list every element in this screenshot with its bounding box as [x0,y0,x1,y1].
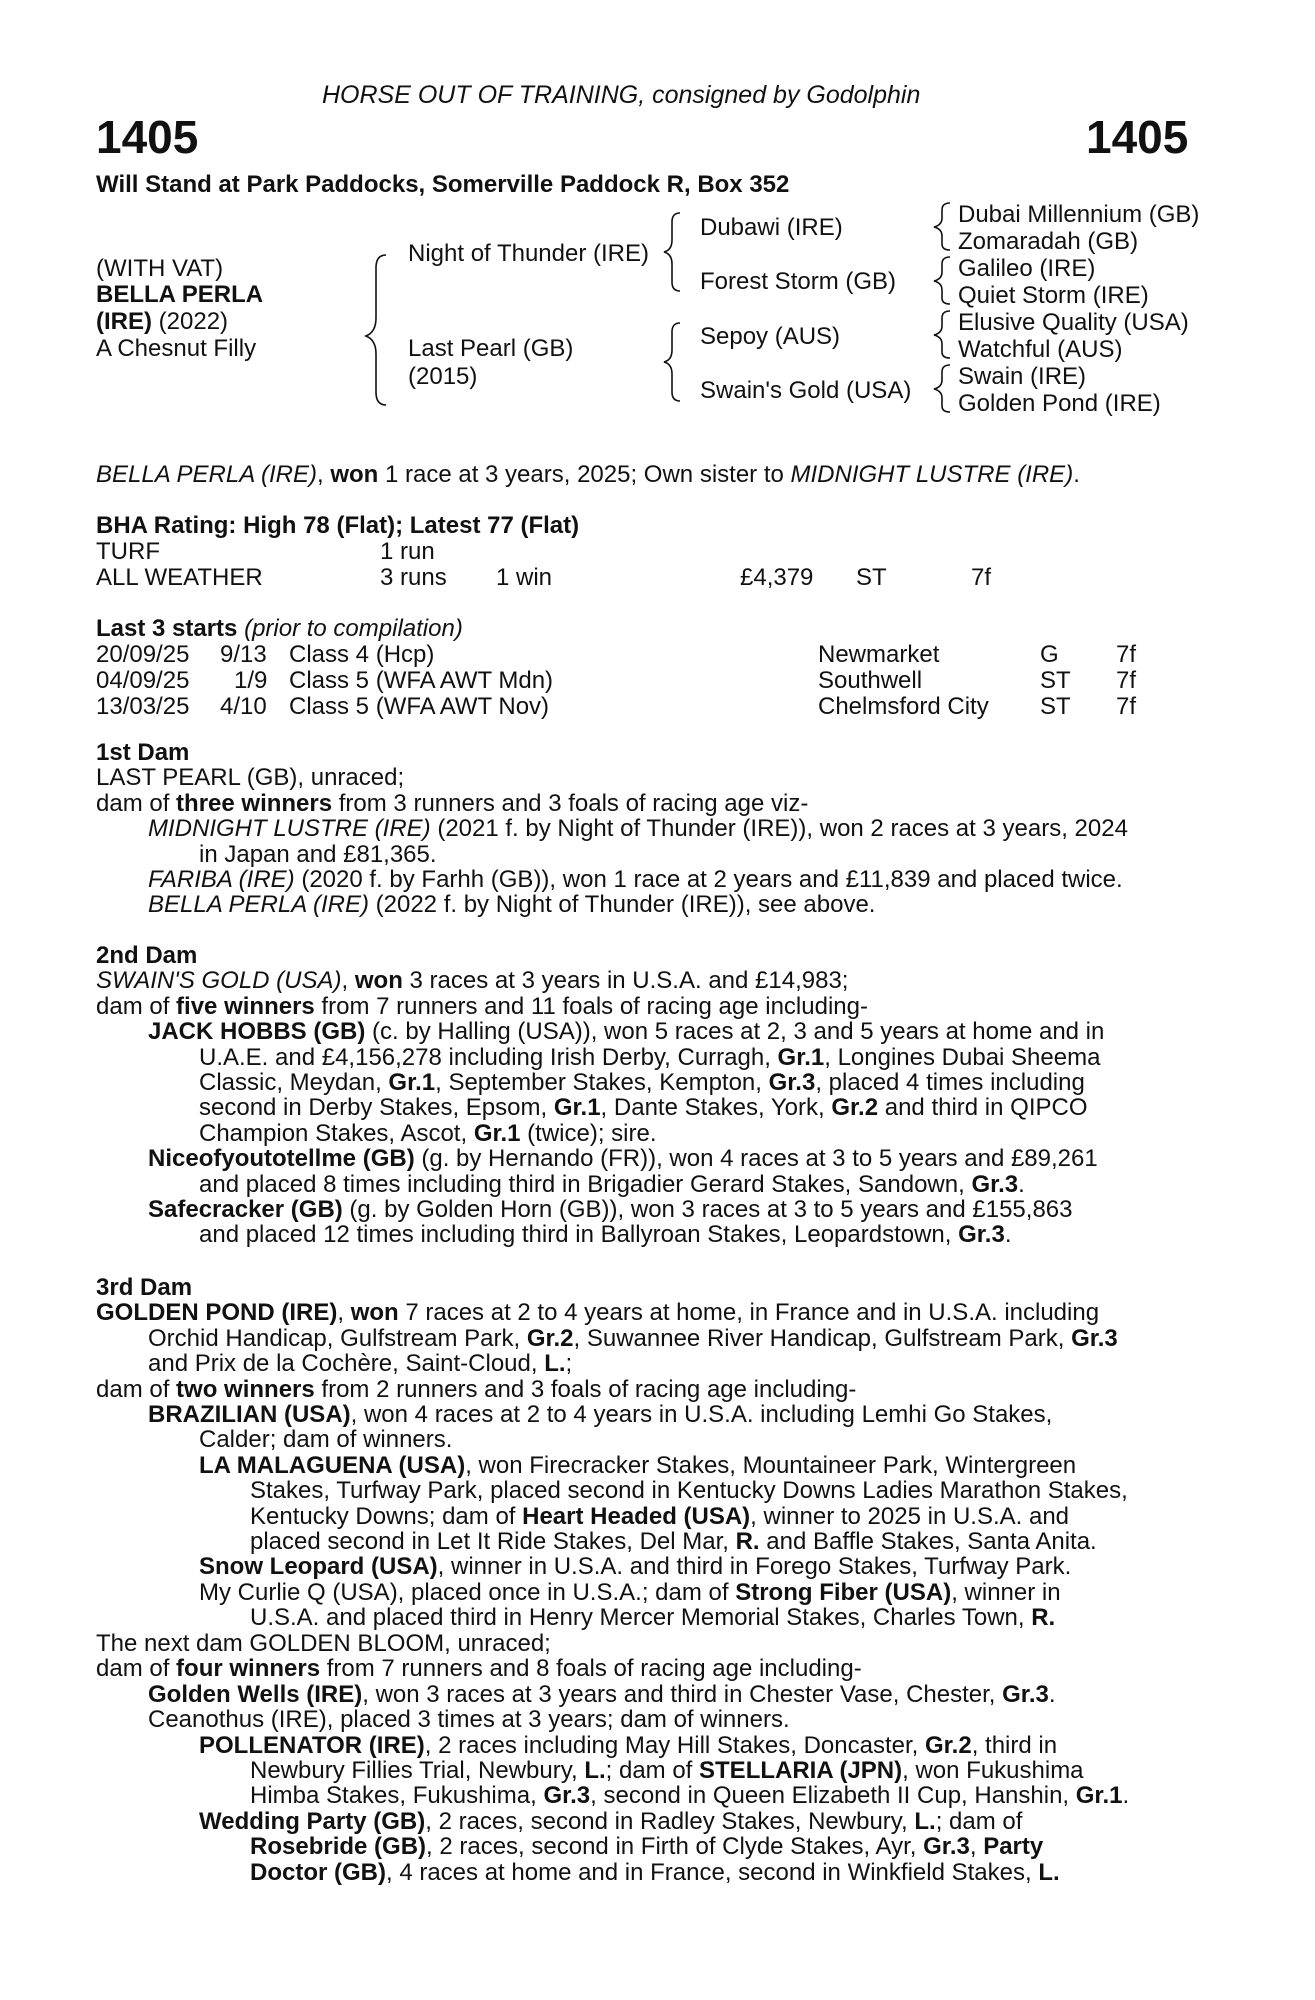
text: , won Firecracker Stakes, Mountaineer Park, Wintergreen [465,1451,1077,1479]
horse-origin: (IRE) [96,308,152,335]
text: . [1004,1221,1012,1249]
text-bold: Gr.3 [958,1221,1005,1249]
text: , Dante Stakes, York, [600,1094,832,1122]
text: ; dam of [935,1807,1023,1835]
text-bold: Gr.2 [925,1731,972,1759]
text-bold: Gr.3 [1002,1680,1049,1708]
produce-entry [96,1682,1206,1707]
text: ; [565,1350,573,1378]
text: , won Fukushima [902,1756,1084,1784]
text: Champion Stakes, Ascot, [199,1119,474,1147]
pedigree-g3: Galileo (IRE) [958,255,1096,282]
produce-name: Golden Wells (IRE) [148,1680,363,1708]
produce-name: POLLENATOR (IRE) [199,1731,425,1759]
text-bold: Gr.1 [1075,1782,1123,1810]
text: 3 races at 3 years in U.S.A. and £14,983; [402,967,849,995]
aw-wins: 1 win [496,564,553,591]
turf-runs: 1 run [380,538,435,565]
produce-name: Snow Leopard (USA) [199,1553,438,1581]
stabling-info: Will Stand at Park Paddocks, Somerville Paddock R, Box 352 [96,171,790,198]
horse-description: A Chesnut Filly [96,335,257,362]
produce-entry-cont [96,1172,1206,1197]
text-bold: R. [735,1527,760,1555]
pedigree-dam-year: (2015) [408,363,478,390]
pedigree-dam-dam: Swain's Gold (USA) [700,377,912,404]
produce-name: LA MALAGUENA (USA) [199,1451,466,1479]
start-race: Class 5 (WFA AWT Nov) [289,693,550,720]
start-dist: 7f [1116,641,1137,668]
text-bold: four winners [176,1655,321,1683]
start-going: ST [1040,693,1071,720]
produce-entry [96,1733,1206,1758]
start-course: Chelmsford City [818,693,989,720]
text: dam of [96,1375,177,1403]
produce-entry [96,892,1206,917]
text: Kentucky Downs; dam of [250,1502,523,1530]
text: from 3 runners and 3 foals of racing age viz- [332,789,809,817]
section-heading: 1st Dam [96,739,190,766]
produce-entry-cont [96,1758,1206,1783]
text: ; dam of [605,1756,700,1784]
dam-produce-line [96,994,1206,1019]
text-bold: Gr.2 [526,1324,574,1352]
text-bold: five winners [176,992,315,1020]
text-bold: Party [983,1833,1044,1861]
text-bold: L. [584,1756,606,1784]
start-course: Southwell [818,667,923,694]
text-bold: Gr.1 [388,1068,436,1096]
produce-entry-cont [96,1095,1206,1120]
produce-entry [96,867,1206,892]
horse-name: BELLA PERLA [96,281,264,308]
last-starts-heading [96,616,463,642]
pedigree-g7: Swain (IRE) [958,363,1087,390]
third-dam-section [96,1275,1206,1630]
aw-going: ST [856,564,887,591]
text: , 2 races, second in Radley Stakes, Newbury, [425,1807,915,1835]
last-starts-note: (prior to compilation) [237,615,463,642]
text: U.A.E. and £4,156,278 including Irish Derby, Curragh, [199,1043,778,1071]
horse-year: (2022) [152,308,229,335]
pedigree-g4: Quiet Storm (IRE) [958,282,1149,309]
produce-entry [96,816,1206,841]
text: , [337,1299,351,1327]
produce-entry [96,1146,1206,1171]
produce-entry-cont [96,1860,1206,1885]
summary-sep: , [316,461,331,488]
text: , second in Queen Elizabeth II Cup, Hanshin, [590,1782,1076,1810]
text: , winner in [951,1578,1061,1606]
text: , 4 races at home and in France, second in Winkfield Stakes, [385,1858,1039,1886]
produce-entry [96,1809,1206,1834]
summary-text: 1 race at 3 years, 2025; Own sister to [378,461,791,488]
text-bold: Gr.1 [473,1119,521,1147]
pedigree-g1: Dubai Millennium (GB) [958,201,1200,228]
produce-entry-cont: Stakes, Turfway Park, placed second in Kentucky Downs Ladies Marathon Stakes, [250,1477,1128,1505]
produce-entry-cont [96,1121,1206,1146]
produce-entry: Ceanothus (IRE), placed 3 times at 3 years; dam of winners. [148,1706,790,1734]
dam-line [96,968,1206,993]
pedigree-dam-sire: Sepoy (AUS) [700,323,841,350]
start-race: Class 4 (Hcp) [289,641,435,668]
vat-note: (WITH VAT) [96,255,224,282]
first-dam-section [96,740,1206,918]
pedigree-g5: Elusive Quality (USA) [958,309,1189,336]
text-bold: Rosebride (GB) [250,1833,427,1861]
text: 7 races at 2 to 4 years at home, in France and in U.S.A. including [398,1299,1100,1327]
produce-entry [96,1453,1206,1478]
produce-entry-cont: Calder; dam of winners. [199,1426,453,1454]
produce-name: Safecracker (GB) [148,1195,343,1223]
produce-entry-cont [96,1222,1206,1247]
summary-won: won [330,461,379,488]
next-dam-section [96,1631,1206,1885]
rating-heading: BHA Rating: High 78 (Flat); Latest 77 (Flat) [96,512,580,539]
pedigree-sire-sire: Dubawi (IRE) [700,214,843,241]
text: , 2 races, second in Firth of Clyde Stakes, Ayr, [426,1833,924,1861]
pedigree-sire: Night of Thunder (IRE) [408,240,649,267]
text: , September Stakes, Kempton, [435,1068,769,1096]
section-heading: 2nd Dam [96,942,198,969]
start-dist: 7f [1116,667,1137,694]
pedigree-dam: Last Pearl (GB) [408,335,574,362]
text: and placed 8 times including third in Brigadier Gerard Stakes, Sandown, [199,1170,972,1198]
text: and Prix de la Cochère, Saint-Cloud, [148,1350,545,1378]
pedigree-g8: Golden Pond (IRE) [958,390,1161,417]
text: (2021 f. by Night of Thunder (IRE)), won 2 races at 3 years, 2024 [430,815,1128,843]
text-bold: STELLARIA (JPN) [699,1756,903,1784]
text: U.S.A. and placed third in Henry Mercer Memorial Stakes, Charles Town, [250,1604,1032,1632]
text-bold: Gr.3 [768,1068,816,1096]
produce-entry-cont [96,1504,1206,1529]
text: (g. by Golden Horn (GB)), won 3 races at 3 to 5 years and £155,863 [342,1195,1073,1223]
lot-number-right: 1405 [1086,111,1189,163]
summary-sister: MIDNIGHT LUSTRE (IRE) [790,461,1074,488]
text: second in Derby Stakes, Epsom, [199,1094,554,1122]
pedigree-g6: Watchful (AUS) [958,336,1123,363]
text: , placed 4 times including [815,1068,1085,1096]
produce-entry-cont [96,1605,1206,1630]
text-bold: Doctor (GB) [250,1858,386,1886]
dam-line [96,1300,1206,1325]
text: , winner to 2025 in U.S.A. and [750,1502,1070,1530]
text: (twice); sire. [520,1119,657,1147]
dam-produce-line [96,1377,1206,1402]
dam-line: The next dam GOLDEN BLOOM, unraced; [96,1630,551,1657]
produce-entry-cont [96,1045,1206,1070]
text-bold: Heart Headed (USA) [522,1502,751,1530]
text-bold: Strong Fiber (USA) [735,1578,952,1606]
text: from 2 runners and 3 foals of racing age including- [314,1375,857,1403]
text: , won 4 races at 2 to 4 years in U.S.A. including Lemhi Go Stakes, [350,1400,1053,1428]
text: , Suwannee River Handicap, Gulfstream Park, [573,1324,1072,1352]
text: dam of [96,1655,177,1683]
text-bold: Gr.3 [543,1782,591,1810]
text: Classic, Meydan, [199,1068,389,1096]
start-date: 13/03/25 [96,693,190,720]
text: Orchid Handicap, Gulfstream Park, [148,1324,527,1352]
dam-produce-line [96,791,1206,816]
produce-name: Niceofyoutotellme (GB) [148,1145,415,1173]
text: , won 3 races at 3 years and third in Chester Vase, Chester, [362,1680,1003,1708]
text: Himba Stakes, Fukushima, [250,1782,544,1810]
dam-produce-line [96,1656,1206,1681]
dam-line-cont [96,1326,1206,1351]
text: (c. by Halling (USA)), won 5 races at 2, 3 and 5 years at home and in [365,1018,1105,1046]
text: dam of [96,992,177,1020]
second-dam-section [96,943,1206,1248]
dam-line: LAST PEARL (GB), unraced; [96,764,405,792]
dam-name: SWAIN'S GOLD (USA) [96,967,342,995]
text: from 7 runners and 8 foals of racing age including- [320,1655,862,1683]
produce-name: MIDNIGHT LUSTRE (IRE) [148,815,431,843]
start-date: 04/09/25 [96,667,190,694]
text-bold: three winners [176,789,333,817]
pedigree-g2: Zomaradah (GB) [958,228,1139,255]
turf-label: TURF [96,538,160,565]
start-date: 20/09/25 [96,641,190,668]
produce-entry [96,1197,1206,1222]
text-bold: R. [1031,1604,1056,1632]
text: Newbury Fillies Trial, Newbury, [250,1756,585,1784]
start-pos: 1/9 [234,667,268,694]
text: , [341,967,355,995]
aw-distance: 7f [971,564,992,591]
produce-entry [96,1554,1206,1579]
section-heading: 3rd Dam [96,1274,193,1301]
text: (g. by Hernando (FR)), won 4 races at 3 to 5 years and £89,261 [414,1145,1098,1173]
produce-name: FARIBA (IRE) [148,865,295,893]
summary-horse: BELLA PERLA (IRE) [96,461,317,488]
produce-name: BELLA PERLA (IRE) [148,891,369,919]
text: , Longines Dubai Sheema [824,1043,1101,1071]
text: , winner in U.S.A. and third in Forego Stakes, Turfway Park. [437,1553,1072,1581]
text-bold: Gr.1 [777,1043,825,1071]
text: from 7 runners and 11 foals of racing age including- [314,992,868,1020]
start-pos: 9/13 [220,641,267,668]
text-bold: two winners [176,1375,315,1403]
produce-entry [96,1402,1206,1427]
consignment-note: HORSE OUT OF TRAINING, consigned by Godolphin [322,81,921,109]
text: and placed 12 times including third in Ballyroan Stakes, Leopardstown, [199,1221,959,1249]
text: My Curlie Q (USA), placed once in U.S.A.; dam of [199,1578,736,1606]
text-bold: Gr.3 [1071,1324,1118,1352]
text: (2020 f. by Farhh (GB)), won 1 race at 2 years and £11,839 and placed twice. [294,865,1123,893]
text-bold: Gr.2 [831,1094,879,1122]
produce-entry-cont [96,1529,1206,1554]
pedigree-sire-dam: Forest Storm (GB) [700,268,897,295]
produce-entry-cont [96,1834,1206,1859]
text: dam of [96,789,177,817]
text-bold: L. [544,1350,566,1378]
produce-name: Wedding Party (GB) [199,1807,426,1835]
produce-name: JACK HOBBS (GB) [148,1018,366,1046]
dam-line-cont [96,1351,1206,1376]
start-course: Newmarket [818,641,940,668]
text-bold: L. [1038,1858,1060,1886]
aw-prize: £4,379 [740,564,814,591]
text: , third in [971,1731,1058,1759]
start-pos: 4/10 [220,693,267,720]
text: (2022 f. by Night of Thunder (IRE)), see above. [368,891,876,919]
text: . [1048,1680,1056,1708]
lot-number-left: 1405 [96,111,199,163]
start-dist: 7f [1116,693,1137,720]
text: placed second in Let It Ride Stakes, Del Mar, [250,1527,736,1555]
produce-entry-cont [96,1783,1206,1808]
text: and third in QIPCO [878,1094,1088,1122]
text: , [969,1833,984,1861]
dam-name: GOLDEN POND (IRE) [96,1299,338,1327]
start-going: ST [1040,667,1071,694]
produce-entry [96,1580,1206,1605]
text-bold: Gr.3 [971,1170,1019,1198]
text: , 2 races including May Hill Stakes, Doncaster, [424,1731,925,1759]
text-bold: L. [914,1807,936,1835]
aw-label: ALL WEATHER [96,564,263,591]
last-starts-title: Last 3 starts [96,615,238,642]
start-going: G [1040,641,1059,668]
aw-runs: 3 runs [380,564,447,591]
text: . [1122,1782,1130,1810]
text-bold: won [354,967,403,995]
text-bold: Gr.1 [553,1094,601,1122]
race-summary [96,462,1080,488]
produce-entry-cont: in Japan and £81,365. [199,840,437,868]
produce-entry [96,1019,1206,1044]
start-race: Class 5 (WFA AWT Mdn) [289,667,554,694]
text: . [1018,1170,1025,1198]
text: and Baffle Stakes, Santa Anita. [759,1527,1097,1555]
text-bold: won [350,1299,399,1327]
text-bold: Gr.3 [923,1833,970,1861]
produce-entry-cont [96,1070,1206,1095]
summary-end: . [1073,461,1080,488]
produce-name: BRAZILIAN (USA) [148,1400,351,1428]
